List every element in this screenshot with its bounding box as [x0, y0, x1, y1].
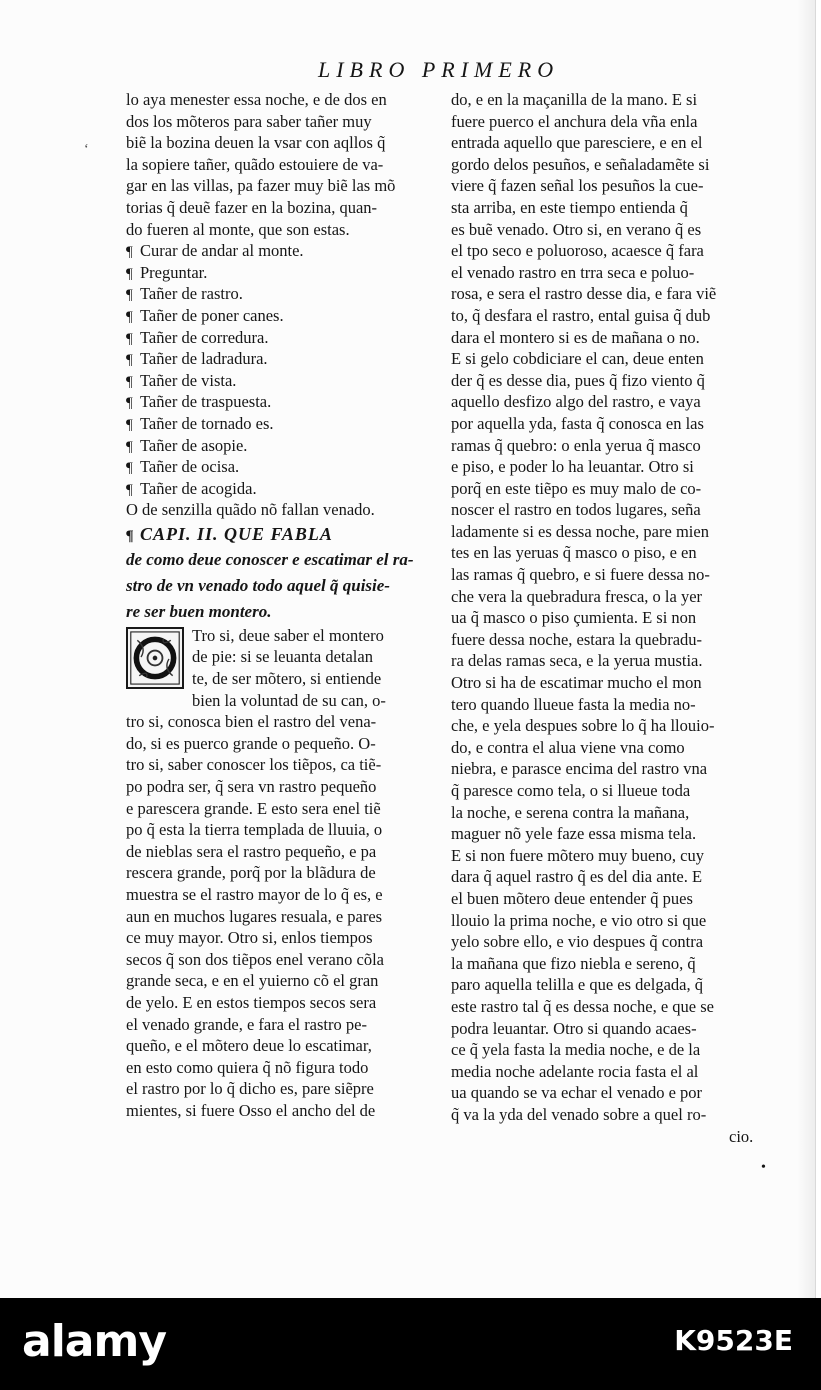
chapter-body [126, 711, 436, 1121]
pilcrow-icon: ¶ [126, 308, 133, 325]
chapter-subtitle-line: de como deue conoscer e escatimar el ra- [126, 549, 414, 569]
text-line: aquello desfizo algo del rastro, e vaya [451, 392, 701, 412]
text-line: queño, e el mõtero deue lo escatimar, [126, 1036, 372, 1056]
text-line: fuere puerco el anchura dela vña enla [451, 111, 698, 131]
list-item: ¶ Tañer de acogida. [126, 478, 436, 500]
text-line: de yelo. E en estos tiempos secos sera [126, 992, 377, 1012]
text-line: e piso, e poder lo ha leuantar. Otro si [451, 457, 694, 477]
list-item: ¶ Tañer de vista. [126, 370, 436, 392]
list-item: ¶ Tañer de ladradura. [126, 348, 436, 370]
text-line: el tpo seco e poluoroso, acaesce q̃ fara [451, 241, 704, 261]
text-line: do fueren al monte, que son estas. [126, 219, 350, 239]
text-line: el rastro por lo q̃ dicho es, pare siẽpre [126, 1079, 374, 1099]
text-line: po podra ser, q̃ sera vn rastro pequeño [126, 777, 377, 797]
text-line: ua quando se va echar el venado e por [451, 1083, 703, 1103]
text-line: ra delas ramas seca, e la yerua mustia. [451, 651, 703, 671]
text-line: viere q̃ fazen señal los pesuños la cue- [451, 176, 704, 196]
pilcrow-icon: ¶ [126, 460, 133, 477]
text-line: der q̃ es desse dia, pues q̃ fizo viento q̃ [451, 370, 705, 390]
text-line: el venado grande, e fara el rastro pe- [126, 1014, 367, 1034]
text-line: to, q̃ desfara el rastro, ental guisa q̃ dub [451, 305, 711, 325]
text-line: do, e en la maçanilla de la mano. E si [451, 90, 698, 109]
text-line: la sopiere tañer, quãdo estouiere de va- [126, 154, 384, 174]
text-line: niebra, e parasce encima del rastro vna [451, 759, 708, 779]
text-line: de pie: si se leuanta detalan [192, 647, 373, 667]
list-item: ¶ Tañer de poner canes. [126, 305, 436, 327]
text-line: media noche adelante rocia fasta el al [451, 1061, 699, 1081]
text-line: gar en las villas, pa fazer muy biẽ las mõ [126, 176, 396, 196]
text-line: en esto como quiera q̃ nõ figura todo [126, 1057, 369, 1077]
text-line: paro aquella telilla e que es delgada, q̃ [451, 975, 703, 995]
text-line: biẽ la bozina deuen la vsar con aqllos q̃ [126, 133, 386, 153]
text-line: el venado rastro en trra seca e poluo- [451, 262, 695, 282]
text-line: dos los mõteros para saber tañer muy [126, 111, 372, 131]
text-line: ladamente si es dessa noche, pare mien [451, 521, 709, 541]
text-line: es buẽ venado. Otro si, en verano q̃ es [451, 219, 702, 239]
pilcrow-icon: ¶ [126, 395, 133, 412]
text-line: gordo delos pesuños, e señaladamẽte si [451, 154, 710, 174]
pilcrow-icon: ¶ [126, 265, 133, 282]
text-line: tro si, conosca bien el rastro del vena- [126, 712, 377, 732]
text-line: Tro si, deue saber el montero [192, 625, 384, 645]
text-line: ce muy mayor. Otro si, enlos tiempos [126, 928, 373, 948]
text-line: este rastro tal q̃ es dessa noche, e que se [451, 996, 714, 1016]
text-line: tes en las yeruas q̃ masco o piso, e en [451, 543, 697, 563]
text-line: fuere dessa noche, estara la quebradu- [451, 629, 703, 649]
text-line: porq̃ en este tiẽpo es muy malo de co- [451, 478, 702, 498]
pilcrow-icon: ¶ [126, 287, 133, 304]
pilcrow-icon: ¶ [126, 373, 133, 390]
text-line: muestra se el rastro mayor de lo q̃ es, e [126, 885, 383, 904]
text-line: te, de ser mõtero, si entiende [192, 669, 382, 689]
text-line: ua q̃ masco o piso çumienta. E si non [451, 608, 697, 628]
text-line: secos q̃ son dos tiẽpos enel verano cõla [126, 949, 384, 969]
text-line: rescera grande, porq̃ por la blãdura de [126, 863, 376, 883]
margin-mark: ‘ [84, 142, 89, 157]
text-line: bien la voluntad de su can, o- [192, 690, 386, 710]
text-line: do, e contra el alua viene vna como [451, 737, 685, 757]
right-column [451, 89, 769, 1147]
text-line: sta arriba, en este tiempo entienda q̃ [451, 197, 688, 217]
chapter-subtitle-line: re ser buen montero. [126, 601, 272, 621]
text-line: e parescera grande. E esto sera enel tiẽ [126, 798, 381, 818]
pilcrow-icon: ¶ [126, 438, 133, 455]
text-line: che vera la quebradura fresca, o la yer [451, 586, 703, 606]
list-item: ¶ Curar de andar al monte. [126, 240, 436, 262]
text-line: de nieblas sera el rastro pequeño, e pa [126, 841, 377, 861]
text-line: q̃ paresce como tela, o si llueue toda [451, 781, 691, 800]
text-line: el buen mõtero deue entender q̃ pues [451, 888, 693, 908]
pilcrow-icon: ¶ [126, 481, 133, 498]
image-code: K9523E [674, 1324, 793, 1357]
chapter-heading [126, 521, 436, 625]
intro-paragraph [126, 89, 436, 240]
list-item: ¶ Tañer de asopie. [126, 435, 436, 457]
closing-line: O de senzilla quãdo nõ fallan venado. [126, 500, 375, 520]
left-column [126, 89, 436, 1122]
pilcrow-icon: ¶ [126, 330, 133, 347]
text-line: mientes, si fuere Osso el ancho del de [126, 1100, 376, 1120]
text-line: E si gelo cobdiciare el can, deue enten [451, 349, 704, 369]
text-line: lo aya menester essa noche, e de dos en [126, 90, 387, 109]
text-line: ramas q̃ quebro: o enla yerua q̃ masco [451, 435, 701, 455]
ornamental-initial-icon [126, 627, 184, 689]
text-line: rosa, e sera el rastro desse dia, e fara viẽ [451, 284, 717, 304]
pilcrow-icon: ¶ [126, 527, 135, 544]
text-line: tro si, saber conoscer los tiẽpos, ca tiẽ- [126, 755, 382, 775]
horn-call-list [126, 240, 436, 521]
text-line: tero quando llueue fasta la media no- [451, 694, 696, 714]
text-line: torias q̃ deuẽ fazer en la bozina, quan- [126, 197, 378, 217]
text-line: por aquella yda, fasta q̃ conosca en las [451, 413, 704, 433]
chapter-title: ¶ CAPI. II. QUE FABLA [126, 521, 436, 547]
text-line: dara el montero si es de mañana o no. [451, 327, 700, 347]
pilcrow-icon: ¶ [126, 352, 133, 369]
text-line: q̃ va la yda del venado sobre a quel ro- [451, 1104, 707, 1124]
catchword: cio. [729, 1126, 754, 1146]
text-line: ce q̃ yela fasta la media noche, e de la [451, 1040, 701, 1060]
pilcrow-icon: ¶ [126, 416, 133, 433]
text-line: Otro si ha de escatimar mucho el mon [451, 673, 702, 693]
running-header: LIBRO PRIMERO [318, 57, 560, 82]
text-line: la noche, e serena contra la mañana, [451, 802, 690, 822]
text-line: do, si es puerco grande o pequeño. O- [126, 733, 376, 753]
text-line: maguer nõ yele faze essa misma tela. [451, 824, 697, 844]
text-line: las ramas q̃ quebro, e si fuere dessa no- [451, 565, 710, 585]
text-line: E si non fuere mõtero muy bueno, cuy [451, 845, 704, 865]
chapter-subtitle-line: stro de vn venado todo aquel q̃ quisie- [126, 575, 390, 595]
text-line: grande seca, e en el yuierno cõ el gran [126, 971, 379, 991]
list-item: ¶ Tañer de tornado es. [126, 413, 436, 435]
text-line: entrada aquello que paresciere, e en el [451, 133, 703, 153]
text-line: la mañana que fizo niebla e sereno, q̃ [451, 953, 696, 973]
pilcrow-icon: ¶ [126, 244, 133, 261]
text-line: che, e yela despues sobre lo q̃ ha llouio- [451, 716, 715, 736]
list-item: ¶ Tañer de corredura. [126, 327, 436, 349]
text-line: yelo sobre ello, e vio despues q̃ contra [451, 932, 704, 952]
text-line: noscer el rastro en todos lugares, seña [451, 500, 701, 520]
list-item: ¶ Tañer de ocisa. [126, 456, 436, 478]
text-line: aun en muchos lugares resuala, e pares [126, 906, 383, 926]
list-item: ¶ Tañer de traspuesta. [126, 391, 436, 413]
stock-brand-logo: alamy [22, 1316, 166, 1367]
text-line: dara q̃ aquel rastro q̃ es del dia ante. E [451, 867, 703, 887]
text-line: llouio la prima noche, e vio otro si que [451, 910, 707, 930]
chapter-body-start [126, 625, 436, 711]
list-item: ¶ Preguntar. [126, 262, 436, 284]
text-line: podra leuantar. Otro si quando acaes- [451, 1018, 697, 1038]
text-line: po q̃ esta la tierra templada de lluuia, o [126, 820, 383, 840]
list-item: ¶ Tañer de rastro. [126, 283, 436, 305]
catchword-mark: • [761, 1160, 766, 1175]
